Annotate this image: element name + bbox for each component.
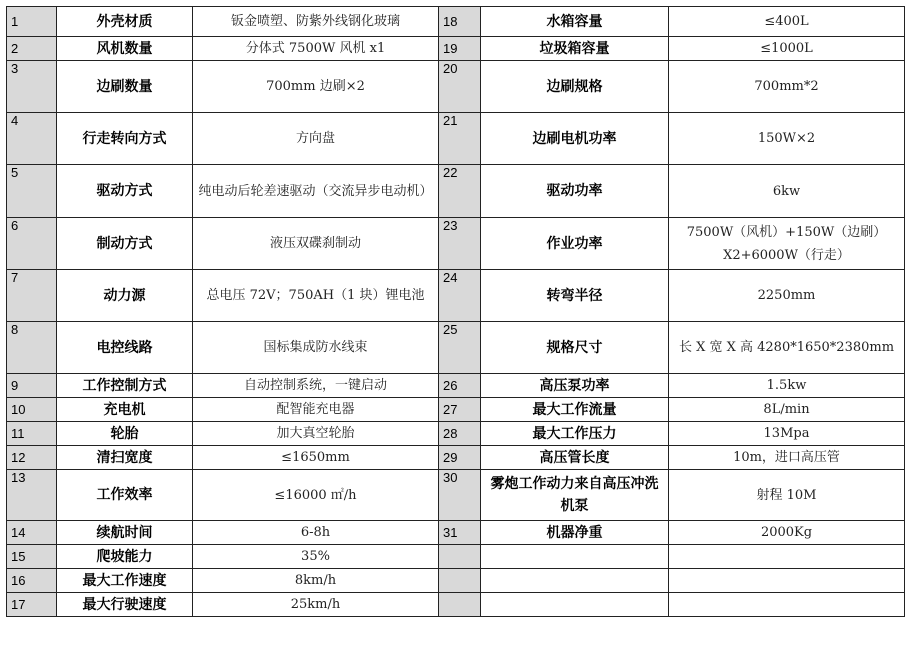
- row-number-cell: [439, 569, 481, 593]
- table-row: [7, 569, 905, 593]
- row-number-cell: 5: [7, 165, 57, 218]
- spec-label-cell: 驱动功率: [481, 165, 669, 218]
- row-number-cell: 10: [7, 398, 57, 422]
- row-number-cell: 11: [7, 422, 57, 446]
- spec-label-cell: 作业功率: [481, 218, 669, 270]
- row-number-cell: 6: [7, 218, 57, 270]
- row-number-cell: 9: [7, 374, 57, 398]
- spec-value-cell: [669, 593, 905, 617]
- spec-value-cell: [669, 569, 905, 593]
- row-number-cell: 16: [7, 569, 57, 593]
- table-row: [7, 521, 905, 545]
- spec-value-cell: [669, 545, 905, 569]
- spec-value-cell: 纯电动后轮差速驱动（交流异步电动机）: [193, 165, 439, 218]
- spec-label-cell: 驱动方式: [57, 165, 193, 218]
- spec-label-cell: 续航时间: [57, 521, 193, 545]
- spec-value-cell: 6kw: [669, 165, 905, 218]
- spec-label-cell: [481, 593, 669, 617]
- row-number-cell: 20: [439, 61, 481, 113]
- spec-label-cell: 机器净重: [481, 521, 669, 545]
- spec-value-cell: 6-8h: [193, 521, 439, 545]
- row-number-cell: 23: [439, 218, 481, 270]
- row-number-cell: 4: [7, 113, 57, 165]
- spec-label-cell: 电控线路: [57, 322, 193, 374]
- spec-label-cell: 动力源: [57, 270, 193, 322]
- table-row: [7, 422, 905, 446]
- spec-label-cell: 充电机: [57, 398, 193, 422]
- table-row: [7, 446, 905, 470]
- row-number-cell: 30: [439, 470, 481, 521]
- spec-value-cell: 分体式 7500W 风机 x1: [193, 37, 439, 61]
- row-number-cell: [439, 545, 481, 569]
- row-number-cell: 14: [7, 521, 57, 545]
- spec-label-cell: [481, 545, 669, 569]
- spec-label-cell: 最大工作速度: [57, 569, 193, 593]
- row-number-cell: 18: [439, 7, 481, 37]
- table-row: [7, 593, 905, 617]
- spec-label-cell: 垃圾箱容量: [481, 37, 669, 61]
- row-number-cell: 28: [439, 422, 481, 446]
- spec-label-cell: 制动方式: [57, 218, 193, 270]
- spec-value-cell: ≤1650mm: [193, 446, 439, 470]
- row-number-cell: 8: [7, 322, 57, 374]
- spec-value-cell: 方向盘: [193, 113, 439, 165]
- table-row: [7, 470, 905, 521]
- row-number-cell: 12: [7, 446, 57, 470]
- spec-value-cell: 钣金喷塑、防紫外线钢化玻璃: [193, 7, 439, 37]
- row-number-cell: 19: [439, 37, 481, 61]
- spec-label-cell: 爬坡能力: [57, 545, 193, 569]
- row-number-cell: 1: [7, 7, 57, 37]
- spec-label-cell: 清扫宽度: [57, 446, 193, 470]
- spec-table: [6, 6, 905, 617]
- row-number-cell: 21: [439, 113, 481, 165]
- row-number-cell: 2: [7, 37, 57, 61]
- spec-value-cell: 8km/h: [193, 569, 439, 593]
- spec-value-cell: ≤400L: [669, 7, 905, 37]
- spec-value-cell: 1.5kw: [669, 374, 905, 398]
- spec-value-cell: 700mm*2: [669, 61, 905, 113]
- table-row: [7, 37, 905, 61]
- spec-value-cell: 液压双碟刹制动: [193, 218, 439, 270]
- table-row: [7, 7, 905, 37]
- spec-label-cell: 高压泵功率: [481, 374, 669, 398]
- table-row: [7, 218, 905, 270]
- spec-label-cell: 外壳材质: [57, 7, 193, 37]
- spec-label-cell: 工作控制方式: [57, 374, 193, 398]
- spec-value-cell: 长 X 宽 X 高 4280*1650*2380mm: [669, 322, 905, 374]
- spec-value-cell: 700mm 边刷×2: [193, 61, 439, 113]
- table-row: [7, 165, 905, 218]
- spec-value-cell: 8L/min: [669, 398, 905, 422]
- spec-value-cell: 配智能充电器: [193, 398, 439, 422]
- row-number-cell: 13: [7, 470, 57, 521]
- spec-label-cell: 风机数量: [57, 37, 193, 61]
- spec-label-cell: 水箱容量: [481, 7, 669, 37]
- spec-value-cell: ≤1000L: [669, 37, 905, 61]
- row-number-cell: 27: [439, 398, 481, 422]
- row-number-cell: 29: [439, 446, 481, 470]
- table-row: [7, 398, 905, 422]
- table-row: [7, 545, 905, 569]
- row-number-cell: 7: [7, 270, 57, 322]
- spec-label-cell: 行走转向方式: [57, 113, 193, 165]
- spec-label-cell: 边刷数量: [57, 61, 193, 113]
- spec-value-cell: 2250mm: [669, 270, 905, 322]
- row-number-cell: 17: [7, 593, 57, 617]
- table-row: [7, 374, 905, 398]
- spec-value-cell: 国标集成防水线束: [193, 322, 439, 374]
- spec-label-cell: 最大行驶速度: [57, 593, 193, 617]
- row-number-cell: 31: [439, 521, 481, 545]
- row-number-cell: 26: [439, 374, 481, 398]
- table-row: [7, 113, 905, 165]
- row-number-cell: 3: [7, 61, 57, 113]
- spec-value-cell: 35%: [193, 545, 439, 569]
- spec-value-cell: 总电压 72V；750AH（1 块）锂电池: [193, 270, 439, 322]
- spec-label-cell: 边刷电机功率: [481, 113, 669, 165]
- spec-label-cell: 雾炮工作动力来自高压冲洗机泵: [481, 470, 669, 521]
- spec-label-cell: [481, 569, 669, 593]
- spec-value-cell: 25km/h: [193, 593, 439, 617]
- spec-label-cell: 转弯半径: [481, 270, 669, 322]
- spec-label-cell: 最大工作流量: [481, 398, 669, 422]
- row-number-cell: 24: [439, 270, 481, 322]
- row-number-cell: 15: [7, 545, 57, 569]
- spec-value-cell: 10m，进口高压管: [669, 446, 905, 470]
- spec-label-cell: 轮胎: [57, 422, 193, 446]
- spec-value-cell: 7500W（风机）+150W（边刷）X2+6000W（行走）: [669, 218, 905, 270]
- row-number-cell: 22: [439, 165, 481, 218]
- spec-value-cell: 13Mpa: [669, 422, 905, 446]
- row-number-cell: 25: [439, 322, 481, 374]
- row-number-cell: [439, 593, 481, 617]
- table-row: [7, 270, 905, 322]
- spec-value-cell: 射程 10M: [669, 470, 905, 521]
- spec-label-cell: 工作效率: [57, 470, 193, 521]
- spec-value-cell: 150W×2: [669, 113, 905, 165]
- spec-label-cell: 高压管长度: [481, 446, 669, 470]
- spec-value-cell: 2000Kg: [669, 521, 905, 545]
- table-row: [7, 61, 905, 113]
- spec-value-cell: 自动控制系统，一键启动: [193, 374, 439, 398]
- table-row: [7, 322, 905, 374]
- spec-value-cell: 加大真空轮胎: [193, 422, 439, 446]
- spec-label-cell: 规格尺寸: [481, 322, 669, 374]
- spec-value-cell: ≤16000 ㎡/h: [193, 470, 439, 521]
- spec-label-cell: 边刷规格: [481, 61, 669, 113]
- spec-table-body: [7, 7, 905, 617]
- spec-label-cell: 最大工作压力: [481, 422, 669, 446]
